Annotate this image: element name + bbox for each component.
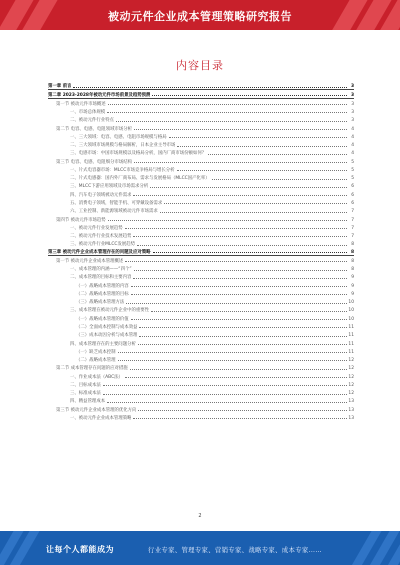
toc-leader-dots [164,203,347,204]
toc-entry[interactable] [48,198,354,206]
toc-entry-page: 3 [351,101,354,107]
toc-entry[interactable] [48,107,354,115]
toc-entry-label: 第三节 电容、电感、电阻细分市场结构 [56,159,133,165]
toc-entry-page: 8 [351,258,354,264]
toc-entry-page: 12 [348,358,354,364]
toc-entry-label: （一）缺乏成本控制 [76,349,116,355]
toc-leader-dots [138,344,347,345]
toc-entry[interactable] [48,313,354,321]
toc-entry-page: 11 [348,341,354,347]
toc-entry-label: 第二章 2023-2028年被动元件市场前景及趋势预测 [48,92,151,98]
toc-entry-page: 12 [348,382,354,388]
toc-entry[interactable] [48,371,354,379]
toc-entry[interactable] [48,272,354,280]
toc-entry-page: 7 [351,225,354,231]
toc-leader-dots [107,112,347,113]
toc-entry[interactable] [48,256,354,264]
toc-entry-label: 二、被动元件行业特点 [70,118,114,124]
toc-leader-dots [133,236,347,237]
toc-leader-dots [139,336,347,337]
toc-leader-dots [134,270,347,271]
toc-entry-label: 第三节 被动元件企业成本管理的优化方向 [56,407,137,413]
toc-entry[interactable] [48,189,354,197]
toc-leader-dots [73,87,347,88]
toc-entry-label: 三、被动元件行业MLCC发展趋势 [70,242,136,248]
toc-leader-dots [160,212,347,213]
toc-entry-label: 二、三大领域市场规模与格局解析，日本企业主导市场 [70,143,176,149]
toc-entry-label: 第三章 被动元件企业成本管理存在的问题及应对策略 [48,249,151,255]
toc-entry-page: 4 [351,143,354,149]
toc-entry-page: 7 [351,234,354,240]
toc-entry[interactable] [48,173,354,181]
toc-entry[interactable] [48,214,354,222]
toc-entry-label: 四、精益管理成本 [70,399,106,405]
toc-leader-dots [208,154,347,155]
toc-entry-label: （二）战略成本管理 [76,358,116,364]
report-header-banner [0,0,400,30]
toc-leader-dots [131,294,347,295]
toc-entry-page: 13 [348,399,354,405]
toc-entry-label: 一、成本管理的内涵——“四个” [70,267,132,273]
page-number: 2 [198,513,202,519]
toc-entry[interactable] [48,181,354,189]
toc-entry-page: 5 [351,176,354,182]
toc-entry-label: 第四节 被动元件市场趋势 [56,217,106,223]
toc-entry[interactable] [48,165,354,173]
toc-entry-label: 第一章 前言 [48,84,72,90]
toc-entry-page: 6 [351,184,354,190]
toc-entry-page: 10 [348,316,354,322]
toc-entry[interactable] [48,347,354,355]
toc-leader-dots [150,187,347,188]
toc-entry-page: 11 [348,349,354,355]
toc-entry[interactable] [48,206,354,214]
toc-entry[interactable] [48,156,354,164]
toc-entry-label: 三、成本管理在被动元件企业中的重要性 [70,308,150,314]
toc-entry-label: 二、片式电感器：国内外厂商布局、需求与发展格局（MLCC国产化率） [70,176,210,182]
toc-entry-label: 五、消费电子领域，智能手机、可穿戴设备需求 [70,200,163,206]
toc-leader-dots [125,261,347,262]
toc-entry-page: 12 [348,374,354,380]
toc-entry-page: 13 [348,415,354,421]
toc-leader-dots [126,303,347,304]
toc-entry[interactable] [48,82,354,90]
toc-entry[interactable] [48,355,354,363]
toc-leader-dots [118,352,347,353]
toc-leader-dots [177,170,347,171]
toc-entry-label: 二、目标成本法 [70,382,101,388]
footer-banner [0,531,400,565]
toc-entry[interactable] [48,99,354,107]
toc-entry[interactable] [48,330,354,338]
toc-entry-label: （一）战略成本管理的内容 [76,283,129,289]
toc-entry[interactable] [48,264,354,272]
toc-entry-label: 一、片式电容器市场：MLCC市场竞争格局与增长分析 [70,167,175,173]
toc-entry-label: 三、MLCC下游应用领域及市场需求分析 [70,184,149,190]
toc-entry-label: 一、三大领域：电容、电感、电阻市场规模与格局 [70,134,167,140]
toc-entry-page: 3 [350,92,354,98]
toc-leader-dots [169,137,347,138]
toc-leader-dots [118,360,347,361]
toc-entry-page: 6 [351,192,354,198]
toc-leader-dots [139,327,347,328]
toc-leader-dots [134,129,347,130]
toc-entry-page: 3 [350,84,354,90]
toc-entry[interactable] [48,289,354,297]
toc-entry-label: 四、汽车电子领域被动元件需求 [70,192,132,198]
toc-leader-dots [152,95,347,96]
toc-entry-label: （二）全面成本控制与成本效益 [76,324,138,330]
toc-entry-page: 7 [351,209,354,215]
toc-entry-label: 三、标准成本法 [70,391,101,397]
toc-entry-label: （三）成本动因分析与成本管理 [76,333,138,339]
toc-entry[interactable] [48,132,354,140]
toc-leader-dots [153,252,347,253]
report-title: 被动元件企业成本管理策略研究报告 [108,10,292,23]
toc-entry-label: 二、被动元件行业技术发展趋势 [70,234,132,240]
toc-leader-dots [151,311,347,312]
toc-entry[interactable] [48,239,354,247]
toc-entry[interactable] [48,413,354,421]
footer-tagline: 行业专家、管理专家、营销专家、战略专家、成本专家…… [148,546,322,554]
footer-slogan: 让每个人都能成为 [46,545,114,554]
toc-entry[interactable] [48,123,354,131]
toc-entry[interactable] [48,140,354,148]
toc-entry[interactable] [48,223,354,231]
toc-leader-dots [125,377,347,378]
toc-heading: 内容目录 [176,59,224,72]
toc-entry-label: 三、电感市场：中国市场规模以及格局分析，国内厂商市场份额如何？ [70,151,207,157]
toc-leader-dots [134,162,347,163]
toc-entry-page: 4 [351,151,354,157]
toc-entry-label: 二、成本管理的目标和主要内容 [70,275,132,281]
toc-entry[interactable] [48,90,354,98]
toc-entry-page: 4 [351,126,354,132]
toc-leader-dots [108,220,347,221]
toc-entry-page: 6 [351,200,354,206]
toc-entry-page: 5 [351,167,354,173]
toc-entry-label: 第一节 被动元件市场概述 [56,101,106,107]
toc-leader-dots [133,418,347,419]
toc-entry-page: 12 [348,366,354,372]
toc-entry-label: 第一节 被动元件企业成本管理概述 [56,258,124,264]
toc-entry-label: 一、被动元件企业成本管理策略 [70,415,132,421]
toc-entry[interactable] [48,280,354,288]
toc-leader-dots [138,410,347,411]
toc-entry-label: （一）战略成本管理的价值 [76,316,129,322]
toc-leader-dots [212,179,347,180]
toc-entry-page: 9 [351,283,354,289]
toc-entry[interactable] [48,247,354,255]
toc-entry-label: 四、成本管理存在的主要问题分析 [70,341,136,347]
toc-entry-page: 3 [351,118,354,124]
toc-entry[interactable] [48,305,354,313]
toc-leader-dots [133,195,347,196]
toc-entry-label: 六、工业控制、新能源领域被动元件市场需求 [70,209,158,215]
toc-entry-label: 一、被动元件行业发展趋势 [70,225,123,231]
toc-leader-dots [103,385,347,386]
toc-entry-label: 一、作业成本法（ABC法） [70,374,123,380]
table-of-contents [48,82,354,421]
toc-entry-label: （二）战略成本管理的目标 [76,291,129,297]
toc-entry-page: 5 [351,159,354,165]
toc-entry[interactable] [48,322,354,330]
toc-entry-page: 9 [351,291,354,297]
toc-leader-dots [130,369,347,370]
toc-entry[interactable] [48,404,354,412]
toc-leader-dots [137,245,347,246]
toc-entry-page: 11 [348,324,354,330]
toc-leader-dots [103,394,347,395]
toc-leader-dots [107,402,347,403]
toc-leader-dots [177,146,347,147]
toc-leader-dots [131,286,347,287]
toc-leader-dots [108,104,347,105]
toc-entry[interactable] [48,338,354,346]
toc-leader-dots [131,319,347,320]
toc-entry[interactable] [48,363,354,371]
toc-entry-label: 第二节 成本管理存在问题的应对措施 [56,366,128,372]
toc-entry-label: 第二节 电容、电感、电阻领域市场分析 [56,126,133,132]
toc-leader-dots [125,228,347,229]
toc-entry-page: 10 [348,300,354,306]
toc-entry[interactable] [48,148,354,156]
toc-entry-page: 12 [348,391,354,397]
toc-entry-page: 8 [351,267,354,273]
toc-entry-page: 13 [348,407,354,413]
toc-entry[interactable] [48,297,354,305]
toc-entry-label: （三）战略成本管理方法 [76,300,125,306]
toc-entry-page: 10 [348,308,354,314]
toc-entry-page: 8 [351,242,354,248]
toc-entry[interactable] [48,388,354,396]
toc-entry-page: 11 [348,333,354,339]
toc-entry-page: 7 [351,217,354,223]
toc-leader-dots [116,121,347,122]
toc-entry-page: 9 [351,275,354,281]
toc-entry-page: 4 [351,134,354,140]
toc-entry[interactable] [48,380,354,388]
toc-entry-page: 3 [351,110,354,116]
toc-entry[interactable] [48,115,354,123]
toc-entry[interactable] [48,231,354,239]
toc-leader-dots [133,278,347,279]
toc-entry-page: 8 [350,249,354,255]
toc-entry-label: 一、市场总体规模 [70,110,106,116]
toc-entry[interactable] [48,396,354,404]
